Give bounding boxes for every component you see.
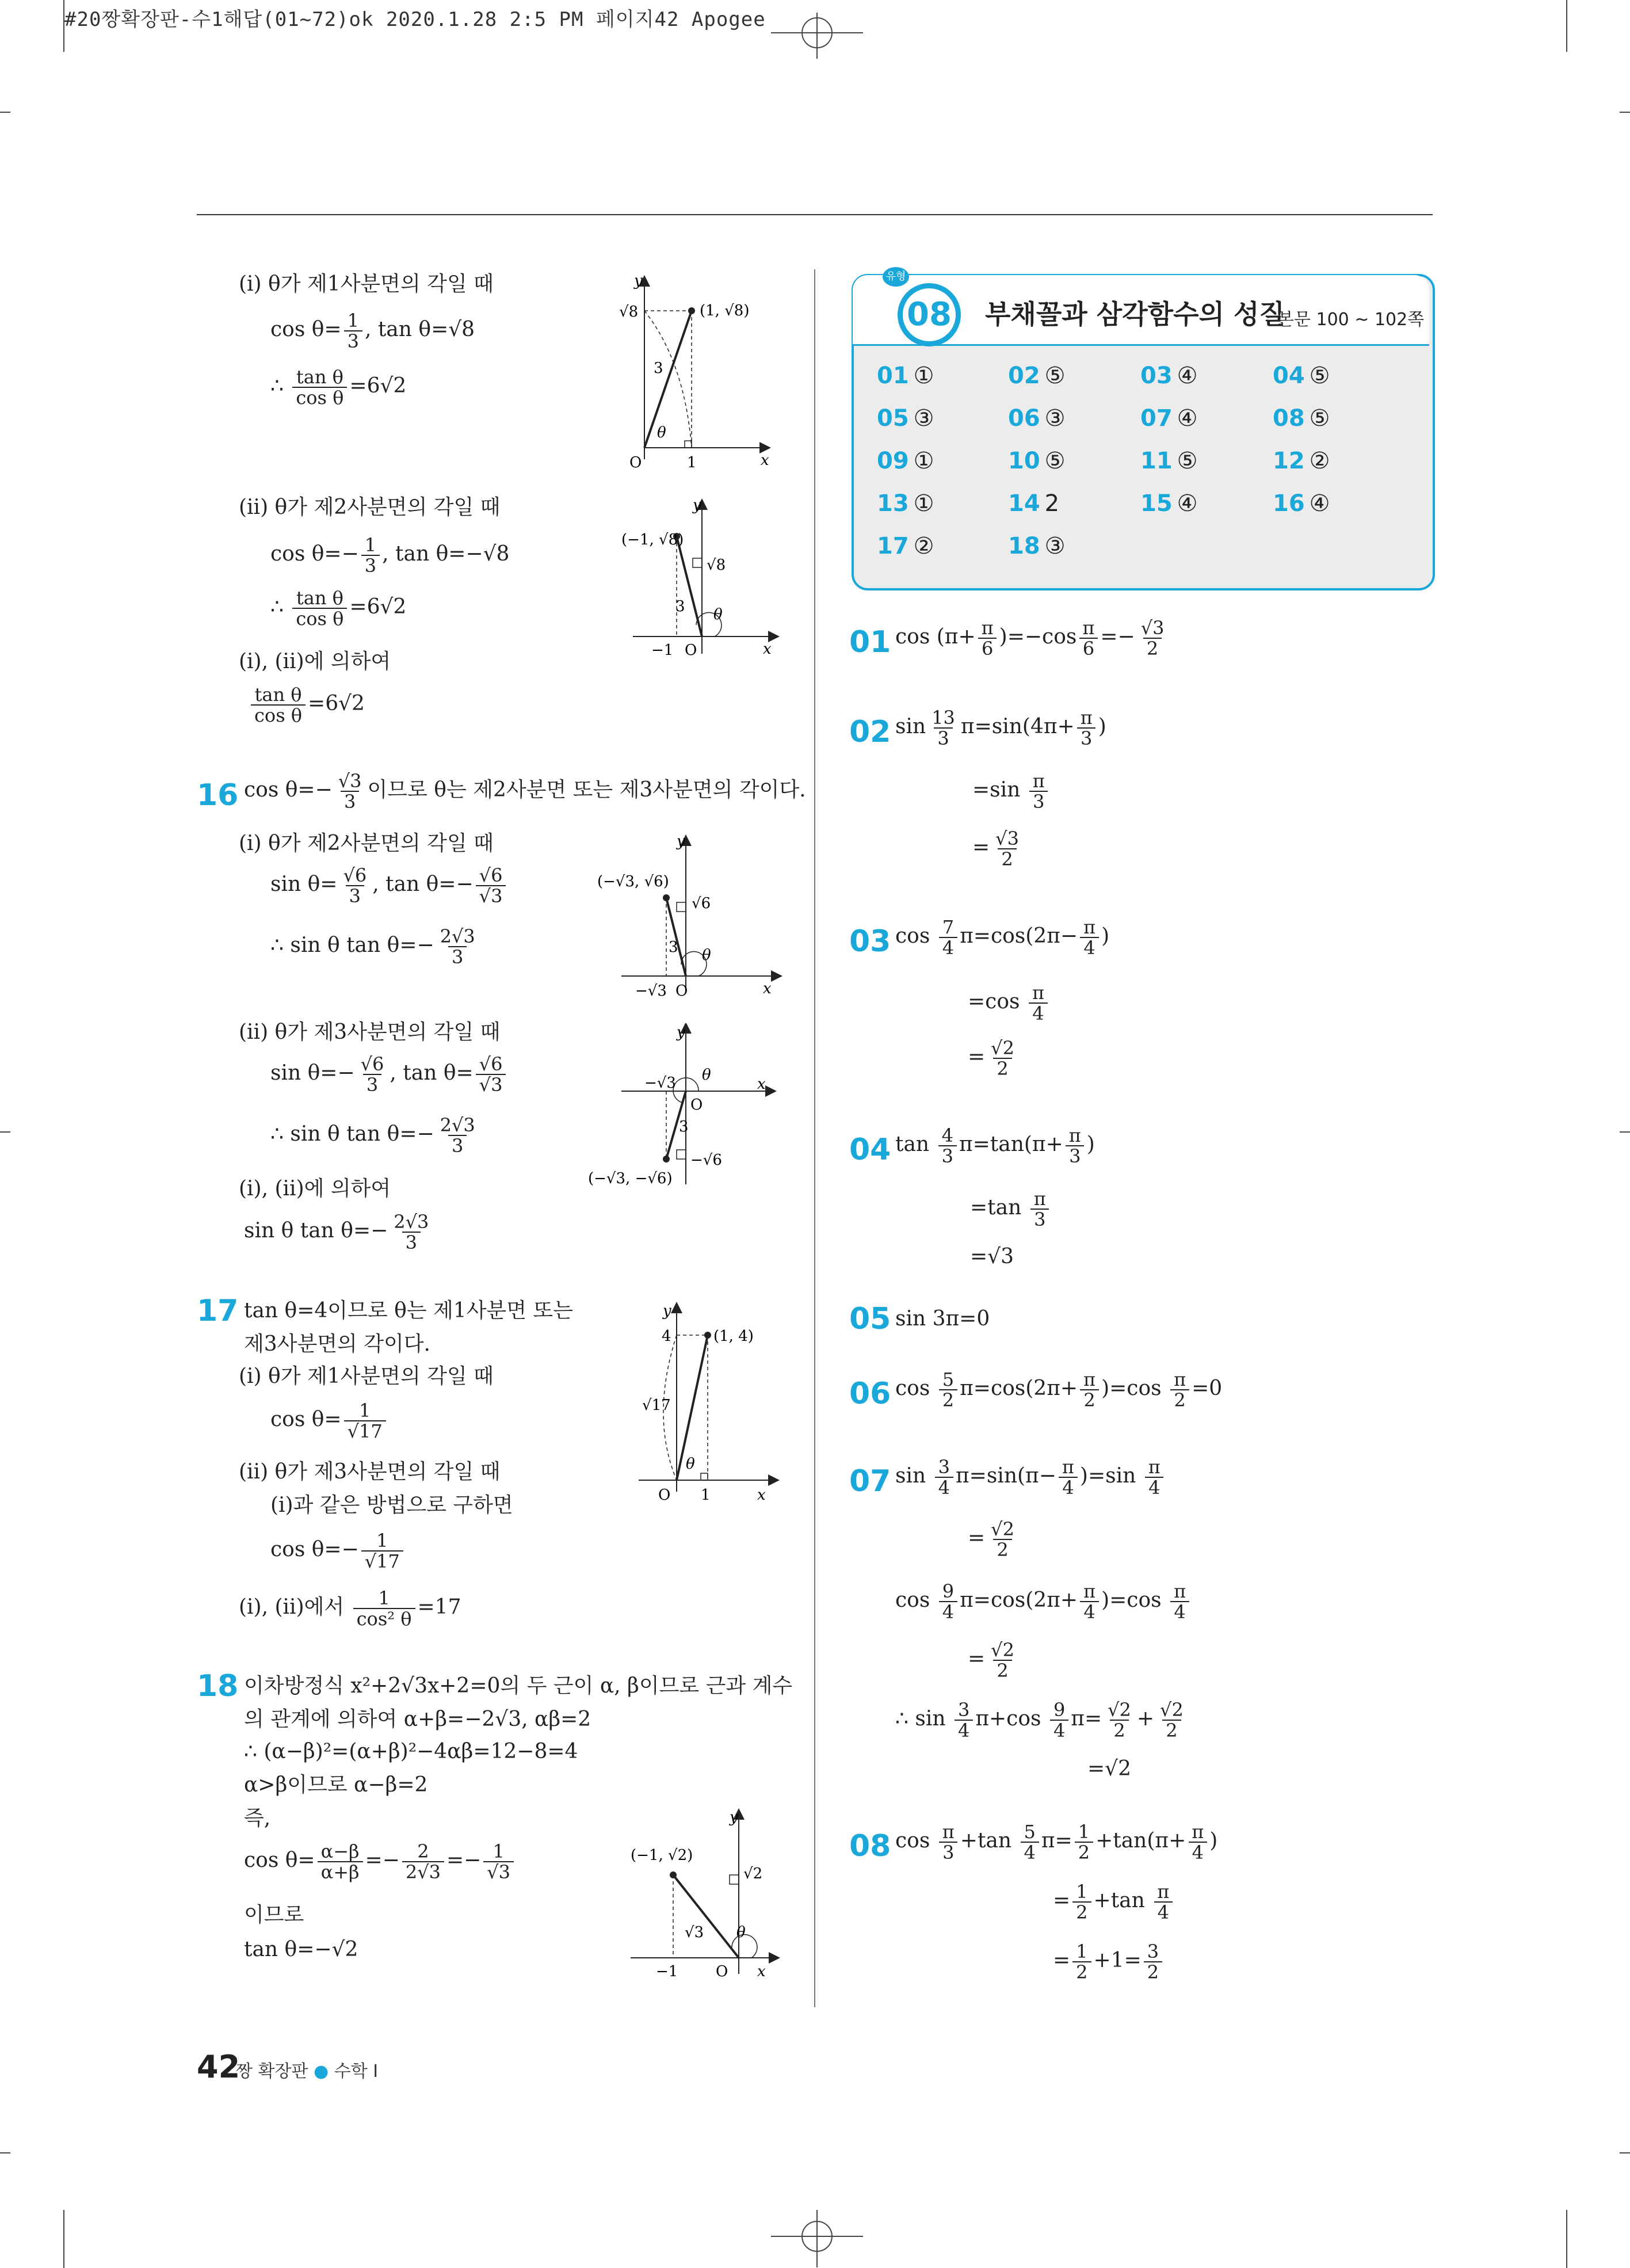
p18-line-3: ∴ (α−β)²=(α+β)²−4αβ=12−8=4 — [244, 1740, 578, 1763]
answer-number: 11 — [1140, 448, 1173, 474]
p18-line-8: tan θ=−√2 — [244, 1938, 358, 1961]
print-header: #20짱확장판-수1해답(01~72)ok 2020.1.28 2:5 PM 페이지42 Apogee — [64, 8, 766, 31]
p16-case1-title: (ⅰ) θ가 제2사분면의 각일 때 — [239, 832, 494, 855]
answer-number: 12 — [1273, 448, 1305, 474]
solution-08-line3: = $\frac{1}{2}$ +1= $\frac{3}{2}$ — [1053, 1942, 1165, 1982]
crop-mark — [63, 2210, 64, 2268]
crop-mark — [1566, 0, 1567, 52]
p15-conclusion: (ⅰ), (ⅱ)에 의하여 — [239, 650, 391, 673]
answer-number: 01 — [877, 363, 909, 389]
x-tick-label: −√3 — [635, 982, 667, 1000]
solution-02-line1: sin $\frac{13}{3}$ π=sin(4π+ $\frac{\pi}{3}$ ) — [895, 707, 1106, 749]
angle-label: θ — [686, 1455, 695, 1473]
y-tick-label: √8 — [619, 303, 639, 321]
registration-mark — [771, 7, 863, 59]
x-tick-label: −1 — [651, 642, 674, 659]
solution-06: cos $\frac{5}{2}$ π=cos(2π+ $\frac{\pi}{2}$ )=cos $\frac{\pi}{2}$ =0 — [895, 1369, 1223, 1411]
p16-case2-title: (ⅱ) θ가 제3사분면의 각일 때 — [239, 1020, 501, 1044]
answer-choice: ② — [1309, 448, 1330, 474]
hypotenuse-label: 3 — [669, 939, 678, 956]
side-label: √2 — [743, 1865, 763, 1882]
problem-number-17: 17 — [197, 1294, 239, 1328]
answer-item — [877, 490, 934, 517]
hypotenuse-label: √17 — [642, 1397, 671, 1414]
solution-number-03: 03 — [849, 924, 891, 959]
solution-07-line2: = $\frac{√2}{2}$ — [968, 1518, 1014, 1561]
crop-mark — [0, 112, 10, 113]
x-axis-label: x — [757, 1963, 766, 1980]
p16-case1-result: ∴ sin θ tan θ=− $\frac{2√3}{3}$ — [270, 925, 475, 968]
p16-case1-line1: sin θ= $\frac{√6}{3}$ , tan θ=− $\frac{√6}{√3}$ — [270, 866, 508, 906]
solution-number-06: 06 — [849, 1377, 891, 1411]
answer-item — [1140, 448, 1198, 474]
solution-07-line5: ∴ sin $\frac{3}{4}$ π+cos $\frac{9}{4}$ π= $\frac{√2}{2}$ + $\frac{√2}{2}$ — [895, 1699, 1184, 1741]
x-axis-label: x — [761, 452, 769, 469]
y-axis-label: y — [677, 834, 685, 850]
hypotenuse-label: 3 — [675, 598, 685, 615]
answer-number: 04 — [1273, 363, 1305, 389]
footer-caption — [236, 2057, 378, 2082]
answer-number: 17 — [877, 533, 909, 559]
answer-choice: 2 — [1044, 490, 1060, 517]
solution-08-line2: = $\frac{1}{2}$ +tan $\frac{\pi}{4}$ — [1053, 1882, 1175, 1922]
answer-item — [1273, 448, 1330, 474]
answer-item — [1273, 490, 1330, 517]
origin-label: O — [675, 982, 688, 1000]
page-number: 42 — [197, 2049, 241, 2085]
solution-03-line2: =cos $\frac{\pi}{4}$ — [968, 983, 1050, 1023]
side-label: √8 — [707, 556, 726, 574]
answer-item — [1008, 448, 1066, 474]
answer-number: 13 — [877, 490, 909, 517]
y-axis-label: y — [730, 1809, 738, 1826]
origin-label: O — [690, 1096, 703, 1114]
problem-number-18: 18 — [197, 1669, 239, 1703]
x-axis-label: x — [757, 1486, 766, 1504]
crop-mark — [1566, 2210, 1567, 2268]
angle-label: θ — [713, 606, 723, 623]
x-tick-label: −1 — [656, 1963, 678, 1980]
answer-choice: ⑤ — [1044, 448, 1066, 474]
point-label: (1, √8) — [700, 302, 750, 319]
answer-choice: ① — [913, 490, 934, 517]
solution-04-line3: =√3 — [970, 1245, 1014, 1268]
answer-choice: ② — [913, 533, 934, 559]
p18-line-5: 즉, — [244, 1806, 271, 1830]
answer-item — [1273, 363, 1330, 389]
p15-case1-line1: cos θ= $\frac{1}{3}$ , tan θ=√8 — [270, 310, 475, 352]
answer-item — [1008, 363, 1066, 389]
answer-number: 09 — [877, 448, 909, 474]
answer-item — [877, 405, 934, 432]
hypotenuse-label: 3 — [679, 1118, 689, 1135]
answer-number: 02 — [1008, 363, 1040, 389]
answer-number: 05 — [877, 405, 909, 432]
answer-item — [1273, 405, 1330, 432]
point-label: (−√3, −√6) — [588, 1170, 673, 1187]
p18-line-6: cos θ= $\frac{\alpha-\beta}{\alpha+\beta}$ =− $\frac{2}{2√3}$ =− $\frac{1}{√3}$ — [244, 1842, 516, 1882]
y-axis-label: y — [663, 1302, 671, 1320]
p17-intro-2: 제3사분면의 각이다. — [244, 1332, 430, 1356]
angle-label: θ — [657, 424, 666, 441]
point-label: (1, 4) — [713, 1328, 754, 1345]
solution-05: sin 3π=0 — [895, 1307, 990, 1331]
p18-line-7: 이므로 — [244, 1903, 304, 1927]
registration-mark — [771, 2210, 863, 2267]
p17-case2-line: cos θ=− $\frac{1}{√17}$ — [270, 1531, 406, 1571]
angle-label: θ — [702, 1066, 711, 1084]
diagram-quadrant1-sqrt8 — [610, 275, 771, 471]
answer-number: 08 — [1273, 405, 1305, 432]
crop-mark — [1620, 1131, 1630, 1133]
answer-choice: ⑤ — [1309, 405, 1330, 432]
crop-mark — [0, 1131, 10, 1133]
footer-bullet: ● — [314, 2061, 329, 2082]
origin-label: O — [716, 1963, 728, 1980]
diagram-quadrant2-sqrt8 — [610, 498, 782, 665]
side-label: −√6 — [690, 1152, 722, 1169]
answer-choice: ⑤ — [1309, 363, 1330, 389]
answer-number: 14 — [1008, 490, 1040, 517]
p16-case2-result: ∴ sin θ tan θ=− $\frac{2√3}{3}$ — [270, 1114, 475, 1157]
p17-case1-line: cos θ= $\frac{1}{√17}$ — [270, 1401, 388, 1441]
solution-07-line1: sin $\frac{3}{4}$ π=sin(π− $\frac{\pi}{4}$ )=sin $\frac{\pi}{4}$ — [895, 1457, 1166, 1497]
answer-choice: ④ — [1177, 363, 1198, 389]
answer-choice: ① — [913, 448, 934, 474]
solution-03-line1: cos $\frac{7}{4}$ π=cos(2π− $\frac{\pi}{4}$ ) — [895, 916, 1110, 959]
x-tick-label: 1 — [687, 454, 697, 471]
point-label: (−1, √8) — [621, 531, 684, 548]
y-axis-label: y — [677, 1024, 685, 1041]
origin-label: O — [658, 1486, 671, 1504]
answer-number: 18 — [1008, 533, 1040, 559]
solution-number-08: 08 — [849, 1829, 891, 1863]
solution-number-07: 07 — [849, 1464, 891, 1499]
origin-label: O — [629, 454, 642, 471]
y-axis-label: y — [693, 498, 701, 514]
solution-02-line2: =sin $\frac{\pi}{3}$ — [972, 771, 1051, 811]
p18-line-4: α>β이므로 α−β=2 — [244, 1773, 428, 1797]
answer-number: 10 — [1008, 448, 1040, 474]
x-tick-label: −√3 — [644, 1074, 676, 1092]
crop-mark — [1620, 112, 1630, 113]
p17-conclusion: (ⅰ), (ⅱ)에서 $\frac{1}{\text{cos² θ}}$ =17 — [239, 1587, 461, 1630]
solution-number-02: 02 — [849, 715, 891, 749]
answer-item — [877, 448, 934, 474]
answer-choice: ③ — [913, 405, 934, 432]
answer-number: 16 — [1273, 490, 1305, 517]
answer-choice: ① — [913, 363, 934, 389]
diagram-quadrant3-sqrt6 — [581, 1023, 782, 1196]
point-label: (−√3, √6) — [597, 873, 669, 890]
answer-item — [1140, 363, 1198, 389]
x-axis-label: x — [763, 641, 772, 658]
crop-mark — [1620, 2152, 1630, 2153]
point-label: (−1, √2) — [631, 1847, 693, 1864]
answer-number: 15 — [1140, 490, 1173, 517]
solution-01: cos (π+ $\frac{\pi}{6}$ )=−cos $\frac{\pi}{6}$ =− $\frac{√3}{2}$ — [895, 617, 1165, 660]
answer-choice: ④ — [1177, 490, 1198, 517]
answer-item — [1140, 405, 1198, 432]
solution-02-line3: = $\frac{√3}{2}$ — [972, 828, 1019, 870]
answer-item — [1008, 490, 1059, 517]
p15-case1-line2: ∴ $\frac{\text{tan θ}}{\text{cos θ}}$ =6√2 — [270, 366, 407, 409]
answer-choice: ③ — [1044, 533, 1066, 559]
solution-number-01: 01 — [849, 625, 891, 660]
answer-item — [1140, 490, 1198, 517]
answer-choice: ⑤ — [1177, 448, 1198, 474]
problem-number-16: 16 — [197, 778, 239, 813]
answer-number: 07 — [1140, 405, 1173, 432]
p15-case2-title: (ⅱ) θ가 제2사분면의 각일 때 — [239, 495, 501, 519]
p15-final: $\frac{\text{tan θ}}{\text{cos θ}}$ =6√2 — [249, 685, 365, 725]
p18-line-1: 이차방정식 x²+2√3x+2=0의 두 근이 α, β이므로 근과 계수 — [244, 1674, 793, 1698]
answer-choice: ④ — [1309, 490, 1330, 517]
column-divider — [814, 269, 815, 2007]
p17-case1-title: (ⅰ) θ가 제1사분면의 각일 때 — [239, 1364, 494, 1388]
solution-07-line6: =√2 — [1087, 1757, 1132, 1781]
y-axis-label: y — [634, 275, 643, 289]
section-title: 부채꼴과 삼각함수의 성질 — [985, 299, 1285, 330]
x-axis-label: x — [757, 1076, 766, 1093]
p15-case1-title: (ⅰ) θ가 제1사분면의 각일 때 — [239, 272, 494, 296]
p17-case2-title: (ⅱ) θ가 제3사분면의 각일 때 — [239, 1460, 501, 1484]
answer-choice: ⑤ — [1044, 363, 1066, 389]
section-type-tag: 유형 — [883, 267, 909, 287]
solution-04-line2: =tan $\frac{\pi}{3}$ — [970, 1189, 1052, 1229]
p17-intro-1: tan θ=4이므로 θ는 제1사분면 또는 — [244, 1299, 573, 1322]
p17-case2-sub: (ⅰ)과 같은 방법으로 구하면 — [270, 1493, 513, 1517]
p15-case2-line2: ∴ $\frac{\text{tan θ}}{\text{cos θ}}$ =6√2 — [270, 587, 407, 630]
answer-item — [877, 363, 934, 389]
answer-number: 03 — [1140, 363, 1173, 389]
solution-07-line3: cos $\frac{9}{4}$ π=cos(2π+ $\frac{\pi}{4}$ )=cos $\frac{\pi}{4}$ — [895, 1581, 1192, 1622]
x-tick-label: 1 — [701, 1486, 711, 1504]
side-label: √6 — [692, 895, 711, 912]
answer-choice: ④ — [1177, 405, 1198, 432]
hypotenuse-label: 3 — [654, 360, 663, 377]
angle-label: θ — [702, 947, 711, 964]
page-reference: 본문 100 ~ 102쪽 — [1277, 310, 1425, 330]
p16-intro: cos θ=− $\frac{√3}{3}$ 이므로 θ는 제2사분면 또는 제3사분면의 각이다. — [244, 770, 806, 813]
section-badge: 08 — [898, 283, 961, 346]
solution-number-05: 05 — [849, 1302, 891, 1336]
book-title: 짱 확장판 — [236, 2061, 308, 2082]
diagram-quadrant1-4 — [627, 1302, 782, 1515]
crop-mark — [0, 2152, 10, 2153]
p16-final: sin θ tan θ=− $\frac{2√3}{3}$ — [244, 1211, 429, 1253]
hypotenuse-label: √3 — [685, 1924, 704, 1941]
diagram-quadrant2-sqrt6 — [587, 834, 782, 1001]
solution-number-04: 04 — [849, 1133, 891, 1167]
subject-name: 수학 Ⅰ — [334, 2061, 379, 2082]
solution-07-line4: = $\frac{√2}{2}$ — [968, 1639, 1014, 1682]
p16-case2-line1: sin θ=− $\frac{√6}{3}$ , tan θ= $\frac{√6}{√3}$ — [270, 1054, 508, 1095]
answer-item — [877, 533, 934, 559]
p18-line-2: 의 관계에 의하여 α+β=−2√3, αβ=2 — [244, 1707, 591, 1731]
solution-08-line1: cos $\frac{\pi}{3}$ +tan $\frac{5}{4}$ π= $\frac{1}{2}$ +tan(π+ $\frac{\pi}{4}$ ) — [895, 1821, 1218, 1863]
origin-label: O — [685, 642, 697, 659]
top-rule — [197, 214, 1433, 215]
solution-04-line1: tan $\frac{4}{3}$ π=tan(π+ $\frac{\pi}{3}$ ) — [895, 1125, 1095, 1167]
p16-conclusion: (ⅰ), (ⅱ)에 의하여 — [239, 1177, 391, 1200]
solution-03-line3: = $\frac{√2}{2}$ — [968, 1037, 1014, 1080]
x-axis-label: x — [763, 980, 772, 997]
y-tick-label: 4 — [662, 1328, 671, 1345]
p15-case2-line1: cos θ=− $\frac{1}{3}$ , tan θ=−√8 — [270, 534, 510, 577]
answer-number: 06 — [1008, 405, 1040, 432]
answer-item — [1008, 405, 1066, 432]
answer-choice: ③ — [1044, 405, 1066, 432]
answer-item — [1008, 533, 1066, 559]
diagram-quadrant2-sqrt2 — [625, 1807, 782, 1985]
angle-label: θ — [736, 1924, 746, 1941]
